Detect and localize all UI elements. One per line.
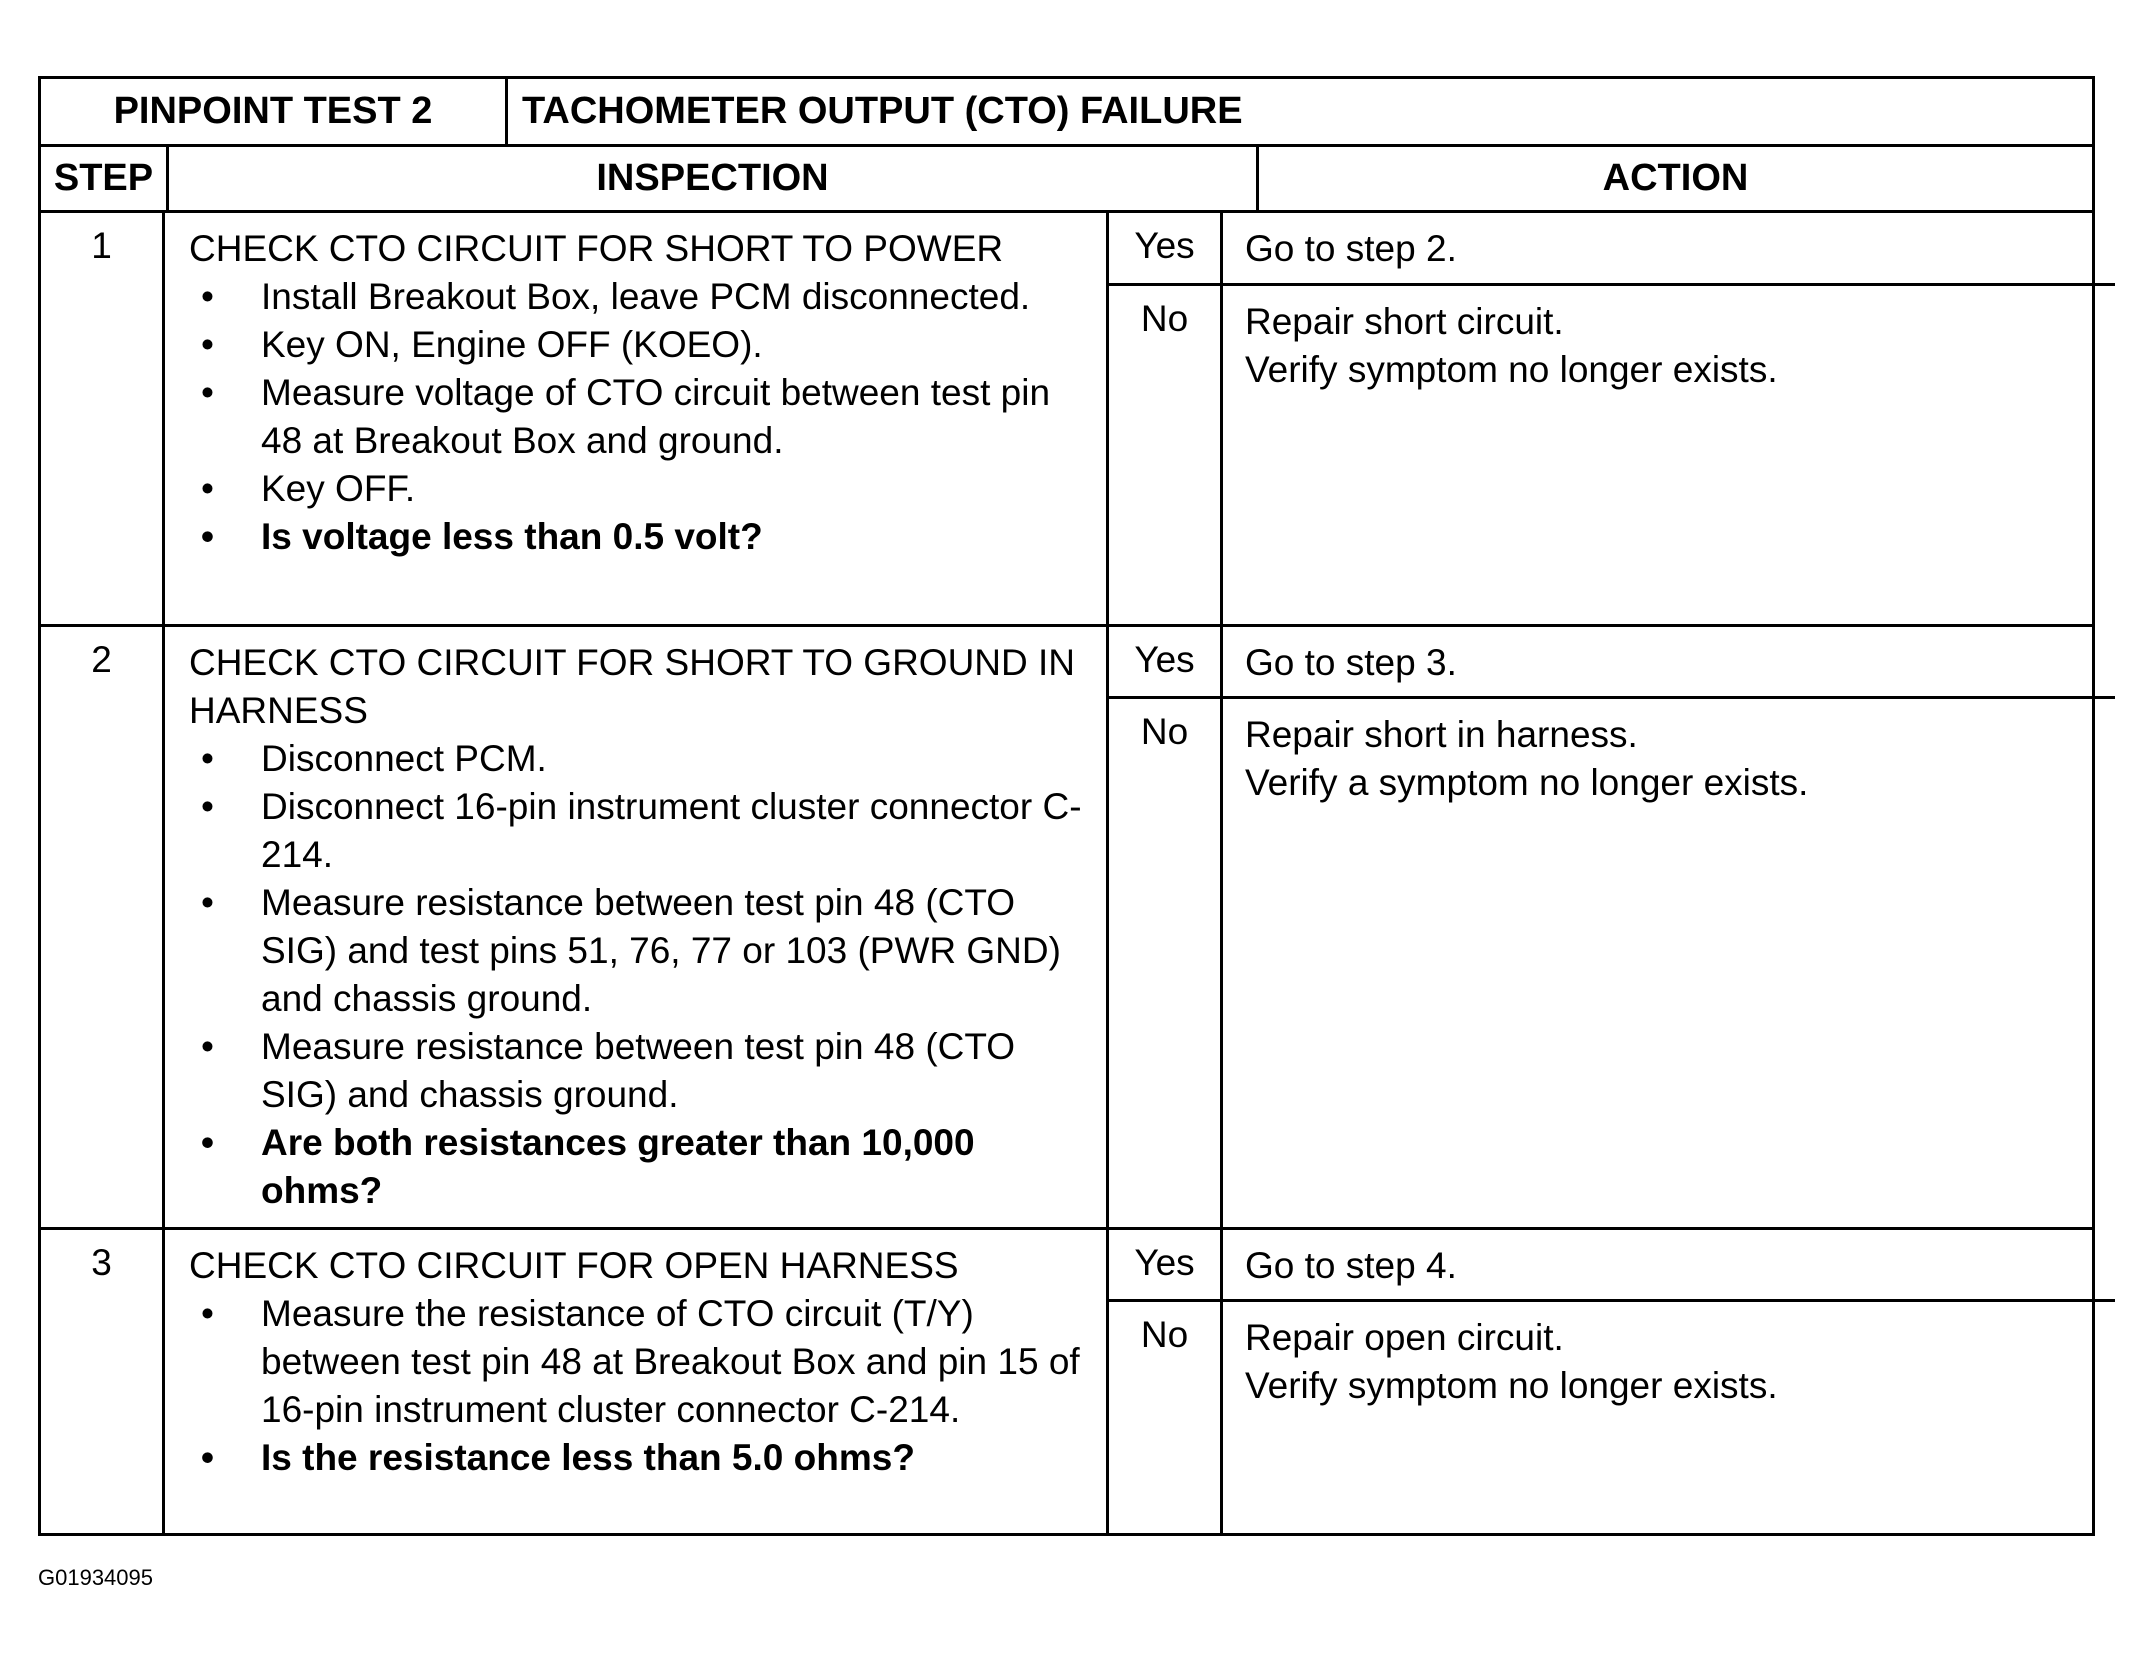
inspection-title: CHECK CTO CIRCUIT FOR SHORT TO GROUND IN HARNESS [189,642,1076,731]
step-number: 3 [41,1230,165,1533]
no-label: No [1109,286,1223,624]
step-row-3 [41,1230,2092,1533]
inspection-title: CHECK CTO CIRCUIT FOR SHORT TO POWER [189,228,1004,269]
yes-label: Yes [1109,213,1223,283]
bullet-icon: • [201,738,214,779]
inspection-item: • Key OFF. [189,465,1096,513]
yes-label: Yes [1109,1230,1223,1299]
inspection-item: • Disconnect 16-pin instrument cluster connector C-214. [189,783,1096,879]
inspection-item: • Measure resistance between test pin 48 (CTO SIG) and chassis ground. [189,1023,1096,1119]
column-header-action: ACTION [1602,157,1749,199]
inspection-item: • Install Breakout Box, leave PCM disconnected. [189,273,1096,321]
bullet-icon: • [201,372,214,413]
step-number: 2 [41,627,165,1227]
pinpoint-test-table [38,76,2095,1536]
no-action: Repair short in harness. Verify a symptom no longer exists. [1245,714,1809,803]
yes-action: Go to step 3. [1245,642,1457,683]
inspection-item: • Measure resistance between test pin 48 (CTO SIG) and test pins 51, 76, 77 or 103 (PWR GND) and chassis ground. [189,879,1096,1023]
inspection-item: • Measure the resistance of CTO circuit (T/Y) between test pin 48 at Breakout Box and pin 15 of 16-pin instrument cluster connector C-214. [189,1290,1096,1434]
bullet-icon: • [201,1026,214,1067]
yes-row [1109,213,2115,286]
bullet-icon: • [201,468,214,509]
inspection-cell [165,213,1109,624]
inspection-item: • Measure voltage of CTO circuit between test pin 48 at Breakout Box and ground. [189,369,1096,465]
figure-id: G01934095 [38,1565,153,1590]
table-header-row [41,79,2092,147]
inspection-list [189,735,1096,1215]
yes-row [1109,1230,2115,1302]
yes-row [1109,627,2115,699]
bullet-icon: • [201,882,214,923]
bullet-icon: • [201,1437,214,1478]
bullet-icon: • [201,786,214,827]
inspection-item: • Key ON, Engine OFF (KOEO). [189,321,1096,369]
column-header-inspection: INSPECTION [169,147,1259,210]
yes-action: Go to step 2. [1245,228,1457,269]
column-header-row [41,147,2092,213]
inspection-title: CHECK CTO CIRCUIT FOR OPEN HARNESS [189,1245,959,1286]
inspection-list [189,1290,1096,1482]
inspection-list [189,273,1096,561]
inspection-item: • Disconnect PCM. [189,735,1096,783]
inspection-question: • Are both resistances greater than 10,000 ohms? [189,1119,1096,1215]
yes-action: Go to step 4. [1245,1245,1457,1286]
no-label: No [1109,1302,1223,1533]
yes-label: Yes [1109,627,1223,696]
bullet-icon: • [201,276,214,317]
inspection-cell [165,627,1109,1227]
inspection-question: • Is voltage less than 0.5 volt? [189,513,1096,561]
test-title: TACHOMETER OUTPUT (CTO) FAILURE [522,90,1243,132]
column-header-step: STEP [41,147,169,210]
step-row-2 [41,627,2092,1230]
bullet-icon: • [201,1122,214,1163]
no-row [1109,286,2115,624]
inspection-cell [165,1230,1109,1533]
test-label: PINPOINT TEST 2 [41,79,508,144]
bullet-icon: • [201,324,214,365]
bullet-icon: • [201,1293,214,1334]
step-row-1 [41,213,2092,627]
no-row [1109,699,2115,1227]
no-label: No [1109,699,1223,1227]
no-row [1109,1302,2115,1533]
inspection-question: • Is the resistance less than 5.0 ohms? [189,1434,1096,1482]
no-action: Repair open circuit. Verify symptom no longer exists. [1245,1317,1778,1406]
step-number: 1 [41,213,165,624]
no-action: Repair short circuit. Verify symptom no longer exists. [1245,301,1778,390]
bullet-icon: • [201,516,214,557]
